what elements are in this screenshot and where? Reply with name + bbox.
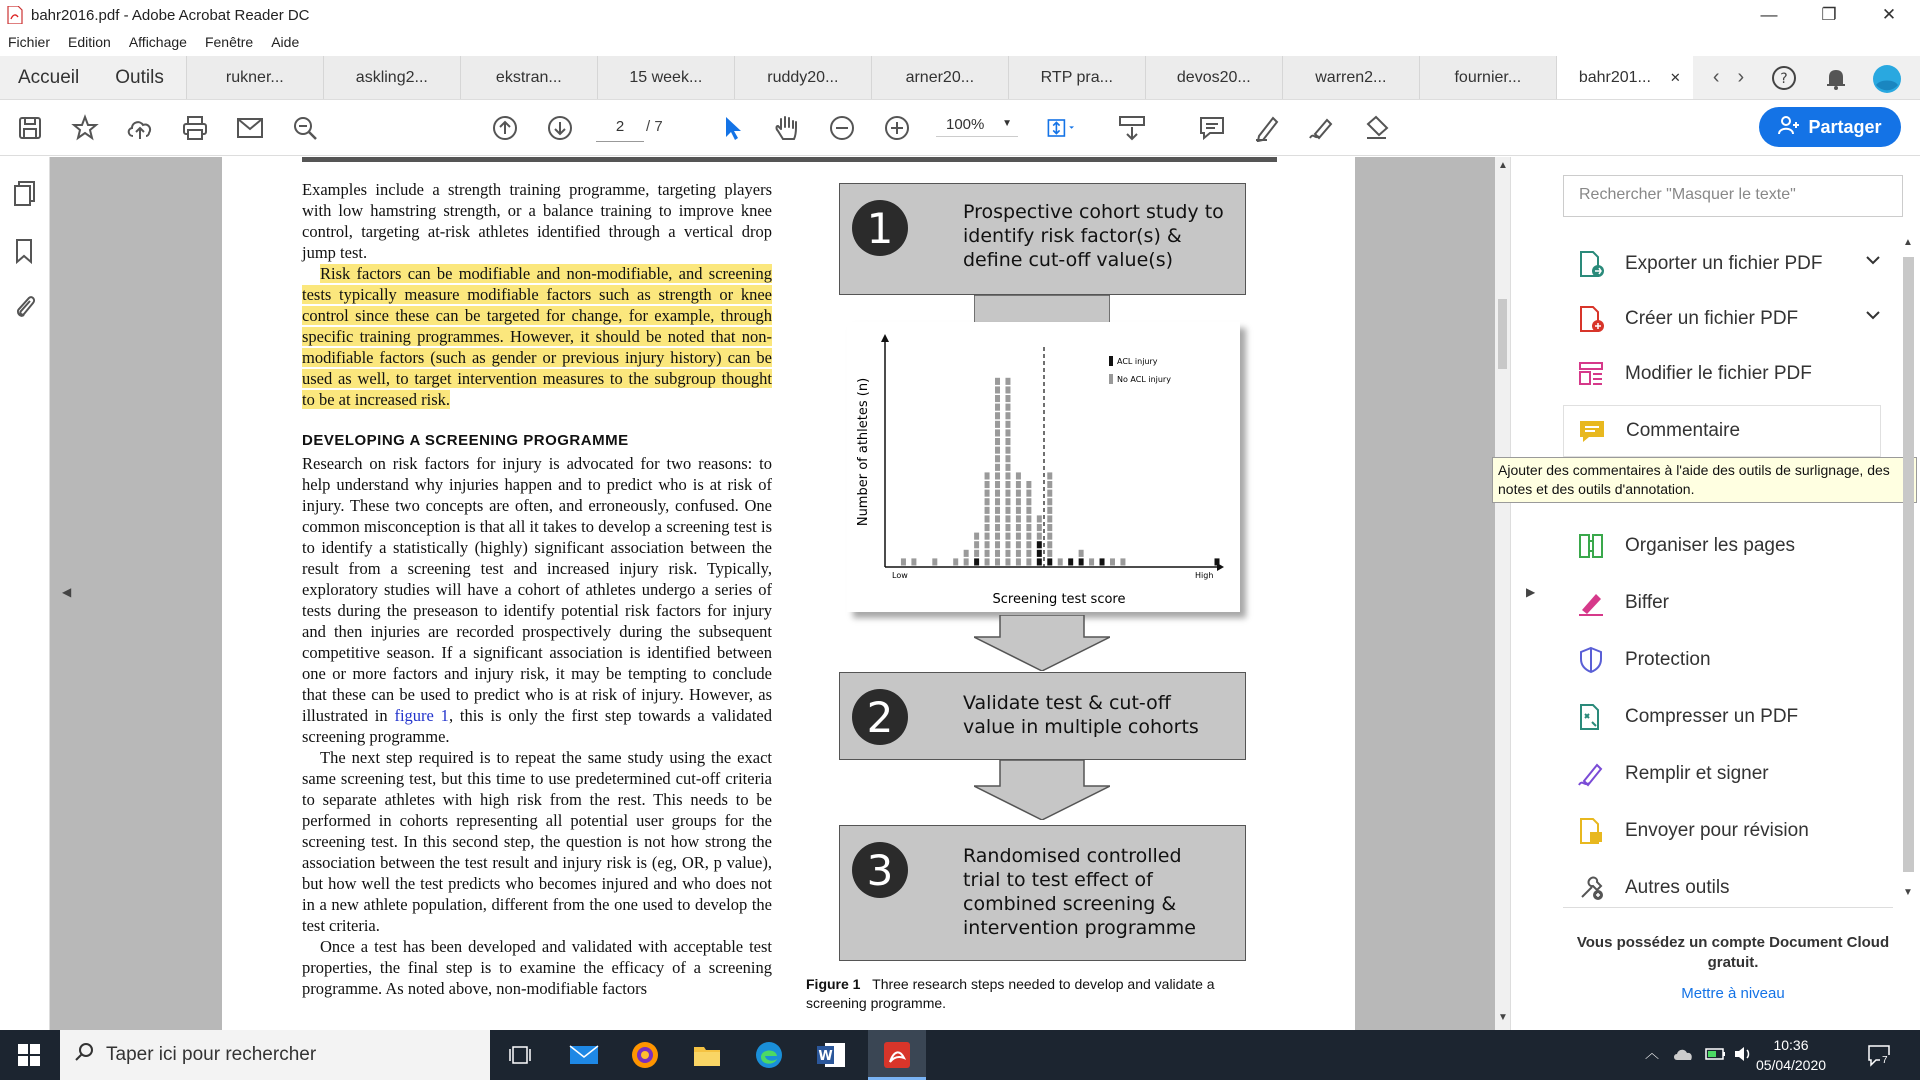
- bar-no-acl-injury: [1005, 481, 1010, 488]
- pdf-page: [222, 157, 1355, 1030]
- fit-page-icon[interactable]: [1046, 112, 1078, 144]
- x-axis-label: Screening test score: [992, 592, 1126, 607]
- bar-no-acl-injury: [1110, 558, 1115, 565]
- bar-no-acl-injury: [1047, 481, 1052, 488]
- menu-window[interactable]: Fenêtre: [204, 34, 254, 50]
- x-tick-high: High: [1195, 571, 1214, 580]
- bar-no-acl-injury: [1026, 541, 1031, 548]
- bar-no-acl-injury: [1016, 490, 1021, 497]
- bar-no-acl-injury: [995, 541, 1000, 548]
- document-scrollbar[interactable]: [1495, 157, 1510, 1030]
- doc-tab[interactable]: askling2...: [323, 56, 460, 99]
- tool-label: Biffer: [1625, 592, 1670, 613]
- bar-no-acl-injury: [985, 524, 990, 531]
- bar-no-acl-injury: [1005, 550, 1010, 557]
- doc-tab[interactable]: ruddy20...: [734, 56, 871, 99]
- scroll-down-icon[interactable]: ▼: [1903, 887, 1913, 898]
- window-title: bahr2016.pdf - Adobe Acrobat Reader DC: [31, 6, 310, 24]
- menu-edit[interactable]: Edition: [68, 34, 111, 50]
- bar-no-acl-injury: [1016, 481, 1021, 488]
- bar-acl-injury: [1215, 558, 1220, 565]
- doc-tab[interactable]: devos20...: [1145, 56, 1282, 99]
- save-icon[interactable]: [14, 112, 46, 144]
- highlight-annotation[interactable]: Risk factors can be modifiable and non-modifiable, and screening tests typically measure modifiable factors such as strength or knee control since these can be targeted for change, for example, through specific training programmes. However, it should be noted that non-modifiable factors (such as gender or previous injury history) can be used as well, to target intervention measures to the subgroup thought to be at increased risk.: [302, 264, 772, 409]
- redact-icon: [1575, 587, 1607, 619]
- connector-shape: [974, 295, 1110, 325]
- step-number: 1: [852, 200, 908, 256]
- tool-label: Envoyer pour révision: [1625, 820, 1809, 841]
- acrobat-icon[interactable]: [880, 1038, 914, 1072]
- paragraph: Examples include a strength training programme, targeting players with low hamstring strength, or a balance training to improve knee control, targeting at-risk athletes identified through a vertical drop jump test.: [302, 180, 772, 262]
- bar-no-acl-injury: [1005, 429, 1010, 436]
- bar-no-acl-injury: [995, 490, 1000, 497]
- chevron-down-icon: ▼: [1002, 118, 1012, 129]
- tool-label: Créer un fichier PDF: [1625, 308, 1799, 329]
- bar-no-acl-injury: [974, 533, 979, 540]
- scroll-down-icon[interactable]: ▼: [1498, 1012, 1508, 1023]
- bar-no-acl-injury: [995, 455, 1000, 462]
- firefox-icon[interactable]: [628, 1038, 662, 1072]
- bar-no-acl-injury: [974, 550, 979, 557]
- legend-swatch-acl: [1109, 356, 1113, 366]
- doc-tab-active-label: bahr201...: [1578, 68, 1651, 86]
- bar-no-acl-injury: [1005, 498, 1010, 505]
- page-number-input[interactable]: 2: [596, 112, 644, 142]
- scrollbar-thumb[interactable]: [1498, 299, 1507, 369]
- bar-no-acl-injury: [995, 378, 1000, 385]
- bookmarks-icon[interactable]: [13, 237, 35, 270]
- paragraph: The next step required is to repeat the same study using the exact same screening test, but this time to use predetermined cut-off criteria to separate athletes with high risk from the rest. This needs to be performed in cohorts representing all potential user groups for the screening test. In this second step, the question is not how strong the association between the test result and injury risk is (eg, OR, p value), but how well the test predicts who becomes injured and who does not in a new athlete population, different from the one used to develop the test criteria.: [302, 748, 772, 935]
- bar-no-acl-injury: [1016, 533, 1021, 540]
- close-tab-icon[interactable]: ✕: [1669, 69, 1681, 85]
- step-text: Validate test & cut-off value in multiple cohorts: [963, 692, 1199, 738]
- bar-no-acl-injury: [1047, 541, 1052, 548]
- shield-icon: [1575, 644, 1607, 676]
- sign-icon[interactable]: [1306, 112, 1338, 144]
- search-zoom-icon[interactable]: [289, 112, 321, 144]
- tool-label: Protection: [1625, 649, 1711, 670]
- bar-no-acl-injury: [985, 507, 990, 514]
- bar-no-acl-injury: [1005, 438, 1010, 445]
- page-total: / 7: [646, 118, 663, 135]
- bar-no-acl-injury: [1005, 490, 1010, 497]
- windows-taskbar: [0, 1030, 1920, 1080]
- bar-no-acl-injury: [901, 558, 906, 565]
- figure-step-1-box: [839, 183, 1246, 295]
- compress-icon: [1575, 701, 1607, 733]
- bell-icon[interactable]: [1822, 64, 1850, 97]
- bar-no-acl-injury: [1005, 558, 1010, 565]
- print-icon[interactable]: [179, 112, 211, 144]
- bar-no-acl-injury: [1047, 490, 1052, 497]
- bar-no-acl-injury: [1016, 472, 1021, 479]
- tool-edit-pdf[interactable]: [1563, 348, 1881, 400]
- bar-no-acl-injury: [1026, 481, 1031, 488]
- bar-no-acl-injury: [995, 533, 1000, 540]
- bar-acl-injury: [1037, 550, 1042, 557]
- acrobat-file-icon: [7, 6, 23, 24]
- comment-icon: [1576, 415, 1608, 447]
- bar-no-acl-injury: [1026, 498, 1031, 505]
- bar-acl-injury: [1037, 541, 1042, 548]
- x-tick-low: Low: [892, 571, 908, 580]
- tool-export-pdf[interactable]: [1563, 238, 1881, 290]
- bar-no-acl-injury: [995, 429, 1000, 436]
- close-window-button[interactable]: ✕: [1881, 5, 1897, 24]
- bar-no-acl-injury: [995, 524, 1000, 531]
- bar-no-acl-injury: [985, 558, 990, 565]
- histogram-chart: [847, 322, 1240, 612]
- doc-tab[interactable]: ekstran...: [460, 56, 597, 99]
- title-bar: [0, 0, 1920, 30]
- bar-no-acl-injury: [995, 421, 1000, 428]
- next-page-icon[interactable]: [544, 112, 576, 144]
- bar-acl-injury: [1100, 558, 1105, 565]
- task-view-icon[interactable]: [503, 1038, 537, 1072]
- export-pdf-icon: [1575, 248, 1607, 280]
- paragraph-text: Research on risk factors for injury is advocated for two reasons: to help understand why injuries happen and to predict who is at risk of injury. These two concepts are often, and erroneously, confused. One common misconception is that all it takes to develop a screening test is to identify a statistically (highly) significant association between the result from a screening test and increased injury risk. Typically, exploratory studies will have a cohort of athletes undergo a series of tests during the preseason to identify potential risk factors for injury and then injuries are recorded prospectively during the subsequent competitive season. If a significant association is identified between one or more factors and injury risk, it may be tempting to conclude that these can be used to predict who is at risk of injury. However, as illustrated in: [302, 454, 772, 725]
- bar-no-acl-injury: [1026, 515, 1031, 522]
- tooltip: Ajouter des commentaires à l'aide des outils de surlignage, des notes et des outils d'annotation.: [1492, 457, 1917, 503]
- bar-no-acl-injury: [1026, 507, 1031, 514]
- paragraph: Once a test has been developed and validated with acceptable test properties, the final step is to examine the efficacy of a screening programme. As noted above, non-modifiable factors: [302, 937, 772, 998]
- bar-no-acl-injury: [985, 472, 990, 479]
- paragraph-text: , this is only the first step towards a validated screening programme.: [302, 706, 772, 746]
- taskbar-search-placeholder: Taper ici pour rechercher: [106, 1044, 317, 1065]
- step-number: 3: [852, 842, 908, 898]
- cloud-account-message: Vous possédez un compte Document Cloud gratuit.: [1576, 934, 1890, 971]
- bar-no-acl-injury: [1016, 498, 1021, 505]
- scroll-up-icon[interactable]: ▲: [1903, 237, 1913, 248]
- bar-no-acl-injury: [964, 558, 969, 565]
- fill-sign-icon: [1575, 758, 1607, 790]
- chevron-right-icon[interactable]: ›: [1737, 66, 1745, 88]
- onedrive-icon[interactable]: [1672, 1046, 1694, 1067]
- bar-no-acl-injury: [1037, 524, 1042, 531]
- bar-no-acl-injury: [1005, 447, 1010, 454]
- bar-no-acl-injury: [995, 507, 1000, 514]
- mail-icon[interactable]: [234, 112, 266, 144]
- word-icon[interactable]: [814, 1038, 848, 1072]
- bar-no-acl-injury: [995, 438, 1000, 445]
- bar-no-acl-injury: [1005, 464, 1010, 471]
- bar-no-acl-injury: [1005, 533, 1010, 540]
- bar-no-acl-injury: [1026, 533, 1031, 540]
- bar-no-acl-injury: [1047, 533, 1052, 540]
- caption-text: Three research steps needed to develop and validate a screening programme.: [806, 976, 1215, 1011]
- step-text: Randomised controlled trial to test effect of combined screening & intervention programme: [963, 845, 1196, 939]
- tool-fill-sign[interactable]: [1563, 748, 1881, 800]
- tool-label: Modifier le fichier PDF: [1625, 363, 1812, 384]
- bar-no-acl-injury: [1047, 498, 1052, 505]
- bar-no-acl-injury: [953, 558, 958, 565]
- bar-acl-injury: [1047, 558, 1052, 565]
- chevron-down-icon[interactable]: [1865, 252, 1881, 273]
- legend-label-acl: ACL injury: [1117, 357, 1158, 366]
- legend-label-no-acl: No ACL injury: [1117, 375, 1171, 384]
- bar-no-acl-injury: [985, 498, 990, 505]
- svg-text:?: ?: [1780, 71, 1788, 87]
- bar-no-acl-injury: [932, 558, 937, 565]
- bar-acl-injury: [1037, 558, 1042, 565]
- bar-no-acl-injury: [985, 533, 990, 540]
- step-number: 2: [852, 689, 908, 745]
- tool-create-pdf[interactable]: [1563, 293, 1881, 345]
- tools-pane-scrollbar[interactable]: [1900, 222, 1916, 902]
- bar-no-acl-injury: [1047, 515, 1052, 522]
- bar-no-acl-injury: [1005, 386, 1010, 393]
- svg-text:W: W: [818, 1049, 833, 1064]
- bar-no-acl-injury: [1016, 524, 1021, 531]
- doc-tab[interactable]: arner20...: [871, 56, 1008, 99]
- bar-no-acl-injury: [1005, 507, 1010, 514]
- menu-file[interactable]: Fichier: [8, 34, 51, 50]
- select-cursor-icon[interactable]: [716, 112, 748, 144]
- doc-tab[interactable]: rukner...: [186, 56, 323, 99]
- battery-icon[interactable]: [1705, 1047, 1727, 1066]
- zoom-out-icon[interactable]: [826, 112, 858, 144]
- windows-start-icon[interactable]: [18, 1044, 40, 1071]
- scroll-up-icon[interactable]: ▲: [1498, 160, 1508, 171]
- bar-no-acl-injury: [911, 558, 916, 565]
- tool-send-review[interactable]: [1563, 805, 1881, 857]
- bar-no-acl-injury: [995, 550, 1000, 557]
- bar-no-acl-injury: [995, 498, 1000, 505]
- add-user-icon: [1778, 115, 1800, 140]
- tools-search-input[interactable]: Rechercher "Masquer le texte": [1563, 175, 1903, 217]
- bar-no-acl-injury: [1016, 550, 1021, 557]
- highlight-pen-icon[interactable]: [1251, 112, 1283, 144]
- bar-no-acl-injury: [1047, 524, 1052, 531]
- bar-no-acl-injury: [1005, 404, 1010, 411]
- down-arrow-shape: [974, 615, 1110, 671]
- down-arrow-shape: [974, 760, 1110, 820]
- comment-icon[interactable]: [1196, 112, 1228, 144]
- stamp-icon[interactable]: [1361, 112, 1393, 144]
- bar-no-acl-injury: [1026, 490, 1031, 497]
- tab-home[interactable]: Accueil: [18, 66, 80, 88]
- bar-no-acl-injury: [1005, 412, 1010, 419]
- bar-no-acl-injury: [995, 404, 1000, 411]
- clock-date: 05/04/2020: [1755, 1057, 1827, 1073]
- bar-no-acl-injury: [1005, 472, 1010, 479]
- legend: [1109, 356, 1171, 384]
- y-axis-label: Number of athletes (n): [856, 377, 871, 527]
- edge-icon[interactable]: [752, 1038, 786, 1072]
- hand-tool-icon[interactable]: [771, 112, 803, 144]
- histogram-bars: [901, 378, 1220, 566]
- star-icon[interactable]: [69, 112, 101, 144]
- bar-no-acl-injury: [1016, 541, 1021, 548]
- bar-no-acl-injury: [1026, 524, 1031, 531]
- bar-no-acl-injury: [1005, 541, 1010, 548]
- maximize-button[interactable]: ❐: [1821, 5, 1837, 24]
- chevron-left-icon[interactable]: ‹: [1712, 66, 1720, 88]
- bar-no-acl-injury: [995, 464, 1000, 471]
- bar-acl-injury: [974, 558, 979, 565]
- doc-tab[interactable]: 15 week...: [597, 56, 734, 99]
- bar-no-acl-injury: [995, 472, 1000, 479]
- bar-no-acl-injury: [1005, 421, 1010, 428]
- bar-no-acl-injury: [1005, 515, 1010, 522]
- more-tools-icon: [1575, 872, 1607, 904]
- tab-navigation: [1713, 56, 1744, 99]
- step-text: Prospective cohort study to identify risk factor(s) & define cut-off value(s): [963, 201, 1224, 271]
- doc-tab-active[interactable]: [1556, 56, 1693, 99]
- menu-help[interactable]: Aide: [271, 34, 300, 50]
- expand-left-panel-icon[interactable]: ◀: [62, 585, 72, 599]
- zoom-value: 100%: [946, 116, 985, 133]
- doc-tab[interactable]: fournier...: [1419, 56, 1556, 99]
- notification-count-badge: 7: [1882, 1055, 1888, 1066]
- search-icon: [74, 1042, 94, 1068]
- bar-no-acl-injury: [1079, 550, 1084, 557]
- file-explorer-icon[interactable]: [690, 1038, 724, 1072]
- page-thumbnails-icon[interactable]: [12, 179, 38, 212]
- tool-label: Exporter un fichier PDF: [1625, 253, 1823, 274]
- bar-no-acl-injury: [985, 550, 990, 557]
- figure-step-2-box: [839, 672, 1246, 760]
- scrollbar-thumb[interactable]: [1903, 257, 1914, 872]
- bar-acl-injury: [1068, 558, 1073, 565]
- tab-tools[interactable]: Outils: [115, 66, 164, 88]
- bar-no-acl-injury: [1047, 550, 1052, 557]
- bar-no-acl-injury: [1005, 395, 1010, 402]
- left-navigation-bar: [0, 157, 50, 1030]
- tool-protection[interactable]: [1563, 634, 1881, 686]
- bar-no-acl-injury: [1005, 455, 1010, 462]
- menu-view[interactable]: Affichage: [128, 34, 187, 50]
- figure-link[interactable]: figure 1: [394, 706, 449, 725]
- bar-no-acl-injury: [995, 386, 1000, 393]
- prev-page-icon[interactable]: [489, 112, 521, 144]
- text-column: [302, 179, 772, 999]
- bar-no-acl-injury: [985, 515, 990, 522]
- avatar[interactable]: [1872, 64, 1902, 99]
- page-header-rule: [302, 157, 1277, 162]
- bar-no-acl-injury: [985, 490, 990, 497]
- paragraph-highlighted: [302, 263, 772, 410]
- share-label: Partager: [1808, 116, 1882, 137]
- bar-no-acl-injury: [985, 481, 990, 488]
- scroll-mode-icon[interactable]: [1116, 112, 1148, 144]
- mail-app-icon[interactable]: [567, 1038, 601, 1072]
- tool-label: Commentaire: [1626, 420, 1741, 441]
- figure-step-3-box: [839, 825, 1246, 961]
- caption-label: Figure 1: [806, 976, 861, 992]
- bar-no-acl-injury: [1120, 558, 1125, 565]
- help-icon[interactable]: [1770, 64, 1798, 97]
- divider: [1563, 907, 1893, 908]
- send-review-icon: [1575, 815, 1607, 847]
- bar-no-acl-injury: [1016, 558, 1021, 565]
- tool-label: Organiser les pages: [1625, 535, 1796, 556]
- bar-no-acl-injury: [995, 395, 1000, 402]
- legend-swatch-no-acl: [1109, 374, 1113, 384]
- clock-time: 10:36: [1773, 1037, 1809, 1053]
- bar-no-acl-injury: [995, 481, 1000, 488]
- taskbar-search-input[interactable]: [60, 1030, 490, 1080]
- bar-no-acl-injury: [1016, 515, 1021, 522]
- edit-pdf-icon: [1575, 358, 1607, 390]
- figure-caption: [806, 975, 1246, 1013]
- collapse-right-panel-icon[interactable]: ▶: [1526, 585, 1536, 599]
- upgrade-link[interactable]: Mettre à niveau: [1681, 985, 1785, 1002]
- chevron-down-icon[interactable]: [1865, 307, 1881, 328]
- cloud-upload-icon[interactable]: [124, 112, 156, 144]
- tool-label: Remplir et signer: [1625, 763, 1769, 784]
- bar-no-acl-injury: [995, 558, 1000, 565]
- organize-pages-icon: [1575, 530, 1607, 562]
- tool-compress[interactable]: [1563, 691, 1881, 743]
- menu-bar: [0, 30, 1920, 54]
- tool-comment[interactable]: [1563, 405, 1881, 457]
- bar-no-acl-injury: [1005, 524, 1010, 531]
- paragraph: [302, 453, 772, 747]
- zoom-in-icon[interactable]: [881, 112, 913, 144]
- bar-no-acl-injury: [1026, 558, 1031, 565]
- bar-acl-injury: [1079, 558, 1084, 565]
- bar-no-acl-injury: [995, 515, 1000, 522]
- bar-no-acl-injury: [974, 541, 979, 548]
- create-pdf-icon: [1575, 303, 1607, 335]
- bar-no-acl-injury: [1016, 507, 1021, 514]
- attachment-icon[interactable]: [13, 291, 37, 326]
- chevron-up-icon[interactable]: ︿: [1645, 1045, 1659, 1061]
- tool-label: Autres outils: [1625, 877, 1730, 898]
- doc-tab[interactable]: warren2...: [1282, 56, 1419, 99]
- share-button[interactable]: [1759, 107, 1901, 147]
- y-axis-arrow: [881, 334, 889, 342]
- zoom-select[interactable]: [936, 116, 1018, 137]
- bar-no-acl-injury: [1037, 533, 1042, 540]
- tool-redact[interactable]: [1563, 577, 1881, 629]
- section-heading: DEVELOPING A SCREENING PROGRAMME: [302, 432, 629, 449]
- tool-organize-pages[interactable]: [1563, 520, 1881, 572]
- bar-no-acl-injury: [995, 412, 1000, 419]
- system-clock[interactable]: [1746, 1035, 1836, 1075]
- doc-tab[interactable]: RTP pra...: [1008, 56, 1145, 99]
- bar-no-acl-injury: [995, 447, 1000, 454]
- tab-bar: [0, 56, 1920, 100]
- bar-no-acl-injury: [1047, 507, 1052, 514]
- bar-no-acl-injury: [985, 541, 990, 548]
- bar-no-acl-injury: [1026, 550, 1031, 557]
- bar-no-acl-injury: [964, 550, 969, 557]
- tool-label: Compresser un PDF: [1625, 706, 1799, 727]
- bar-no-acl-injury: [1058, 558, 1063, 565]
- bar-no-acl-injury: [1047, 472, 1052, 479]
- minimize-button[interactable]: —: [1760, 5, 1778, 24]
- bar-no-acl-injury: [1005, 378, 1010, 385]
- chart-card: [847, 322, 1240, 612]
- bar-no-acl-injury: [1089, 558, 1094, 565]
- bar-no-acl-injury: [1037, 515, 1042, 522]
